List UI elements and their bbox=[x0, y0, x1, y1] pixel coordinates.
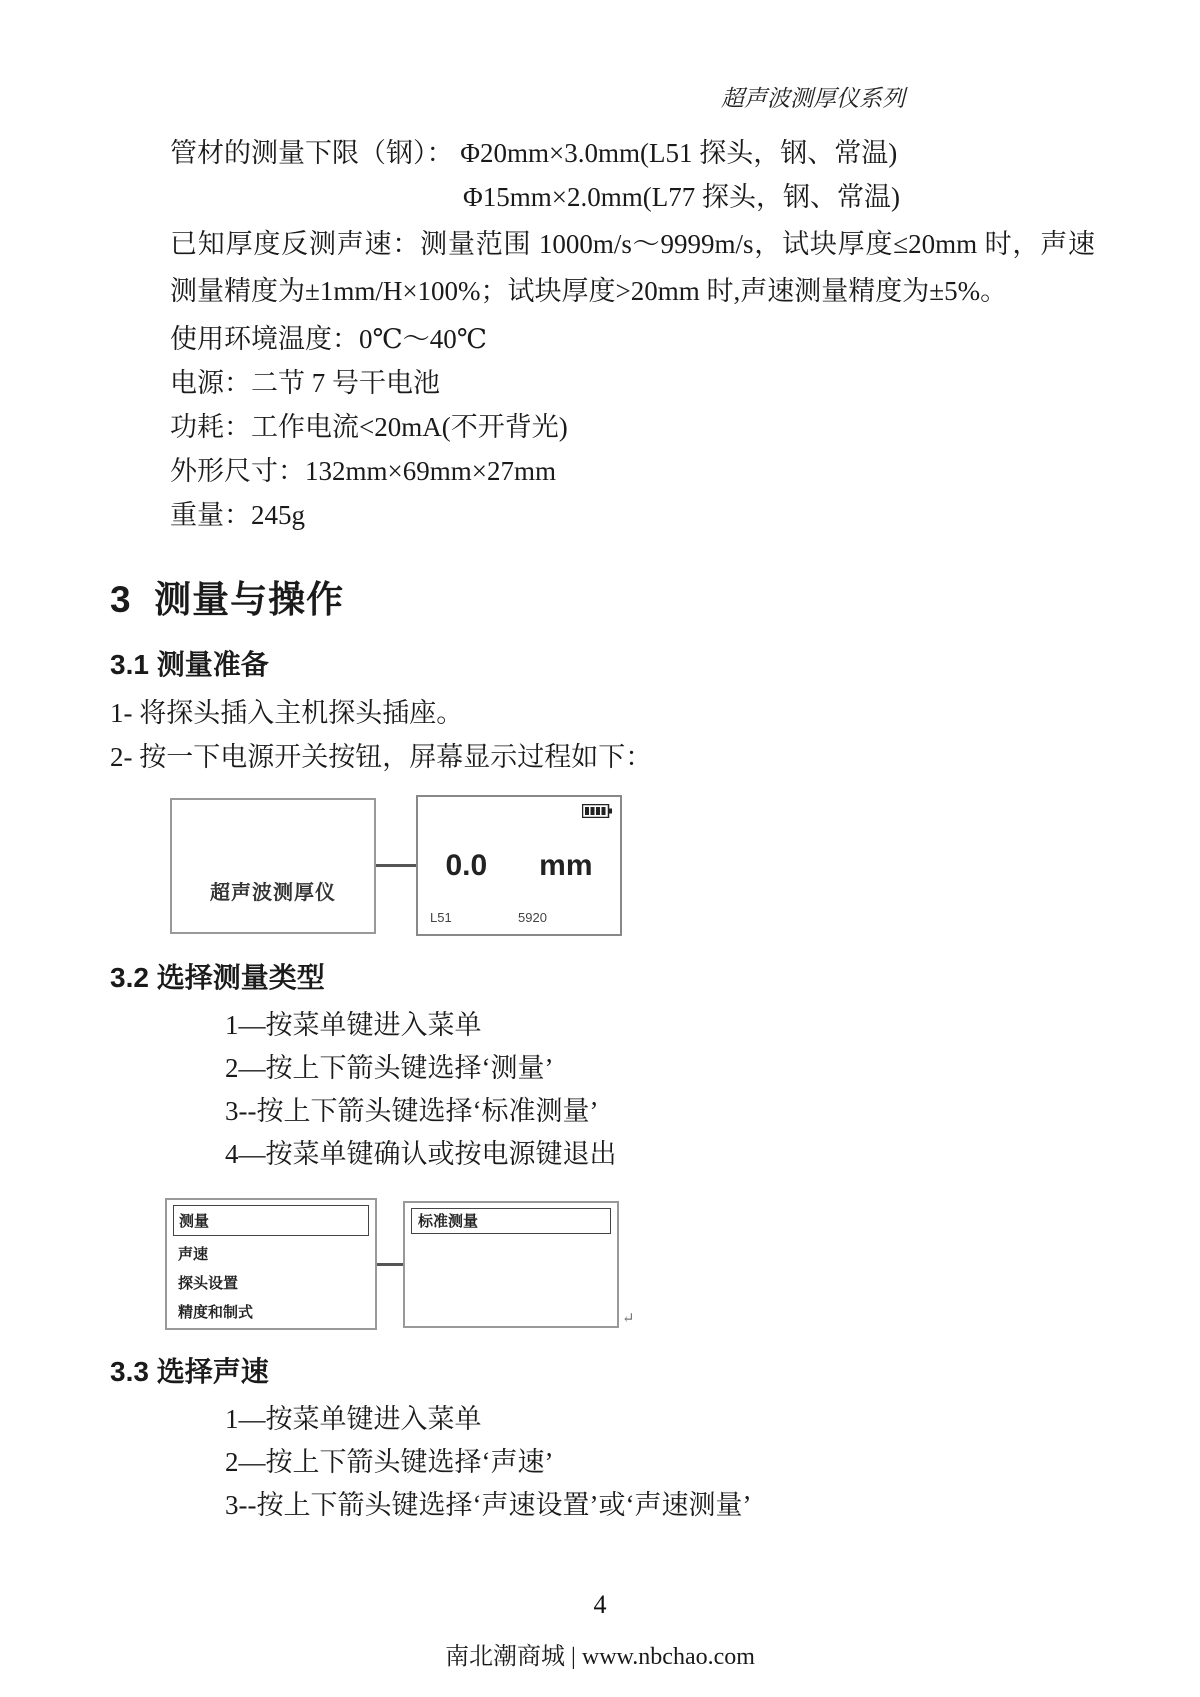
device-screen-reading bbox=[416, 795, 622, 936]
device-screen-boot bbox=[170, 798, 376, 934]
step-3-1-item-1: 1- 将探头插入主机探头插座。 bbox=[110, 698, 464, 728]
probe-label: L51 bbox=[430, 910, 452, 925]
menu-item-probe-setting: 探头设置 bbox=[178, 1275, 239, 1292]
spec-line-power: 电源：二节 7 号干电池 bbox=[170, 368, 440, 398]
step-3-2-item-1: 1—按菜单键进入菜单 bbox=[225, 1010, 482, 1040]
menu-item-precision-unit: 精度和制式 bbox=[178, 1304, 254, 1321]
steps-3-3 bbox=[110, 1398, 1095, 1527]
spec-line-pipe-limit-2: Φ15mm×2.0mm(L77 探头，钢、常温) bbox=[463, 182, 900, 212]
step-3-3-item-1: 1—按菜单键进入菜单 bbox=[225, 1404, 482, 1434]
page-footer bbox=[0, 1590, 1200, 1671]
steps-3-2 bbox=[110, 1004, 1095, 1176]
thickness-reading bbox=[418, 849, 620, 883]
connector-line bbox=[376, 864, 416, 867]
step-3-2-item-4: 4—按菜单键确认或按电源键退出 bbox=[225, 1139, 617, 1169]
connector-line-2 bbox=[377, 1263, 403, 1266]
step-3-3-item-2: 2—按上下箭头键选择‘声速’ bbox=[225, 1447, 554, 1477]
step-3-2-item-2: 2—按上下箭头键选择‘测量’ bbox=[225, 1053, 554, 1083]
menu-item-measure-selected: 测量 bbox=[173, 1205, 369, 1236]
section-title-3-1: 3.1 测量准备 bbox=[110, 649, 269, 680]
section-title-3-3: 3.3 选择声速 bbox=[110, 1356, 269, 1387]
step-3-2-item-3: 3--按上下箭头键选择‘标准测量’ bbox=[225, 1096, 599, 1126]
spec-line-temperature: 使用环境温度：0℃～40℃ bbox=[170, 324, 487, 354]
specs-block bbox=[110, 131, 1095, 537]
page-number: 4 bbox=[593, 1590, 607, 1619]
battery-icon bbox=[582, 804, 612, 818]
step-3-3-item-3: 3--按上下箭头键选择‘声速设置’或‘声速测量’ bbox=[225, 1490, 752, 1520]
menu-screen-main bbox=[165, 1198, 377, 1330]
device-screens-boot-sequence bbox=[170, 795, 1095, 936]
section-title-3: 3 测量与操作 bbox=[110, 579, 345, 620]
submenu-title-standard-measure: 标准测量 bbox=[411, 1208, 611, 1234]
spec-paragraph-velocity: 已知厚度反测声速：测量范围 1000m/s～9999m/s，试块厚度≤20mm 时，声速测量精度为±1mm/H×100%；试块厚度>20mm 时,声速测量精度为±5%。 bbox=[170, 229, 1095, 306]
doc-header-series-title: 超声波测厚仪系列 bbox=[721, 86, 905, 111]
section-title-3-2: 3.2 选择测量类型 bbox=[110, 962, 325, 993]
velocity-label: 5920 bbox=[518, 910, 547, 925]
spec-line-pipe-limit: 管材的测量下限（钢）： Φ20mm×3.0mm(L51 探头，钢、常温) bbox=[170, 138, 898, 168]
menu-screen-submenu bbox=[403, 1201, 619, 1328]
step-3-1-item-2: 2- 按一下电源开关按钮，屏幕显示过程如下： bbox=[110, 742, 653, 772]
spec-line-weight: 重量：245g bbox=[170, 500, 305, 530]
menu-item-velocity: 声速 bbox=[178, 1246, 209, 1263]
device-screens-menu bbox=[165, 1198, 1095, 1330]
footer-site: 南北潮商城 | www.nbchao.com bbox=[445, 1644, 755, 1670]
reading-unit: mm bbox=[539, 849, 593, 882]
spec-line-dimensions: 外形尺寸：132mm×69mm×27mm bbox=[170, 456, 556, 486]
boot-screen-label: 超声波测厚仪 bbox=[210, 881, 336, 904]
reading-value: 0.0 bbox=[445, 849, 488, 882]
spec-line-consumption: 功耗：工作电流<20mA(不开背光) bbox=[170, 412, 568, 442]
cursor-return-icon: ↵ bbox=[622, 1311, 635, 1327]
